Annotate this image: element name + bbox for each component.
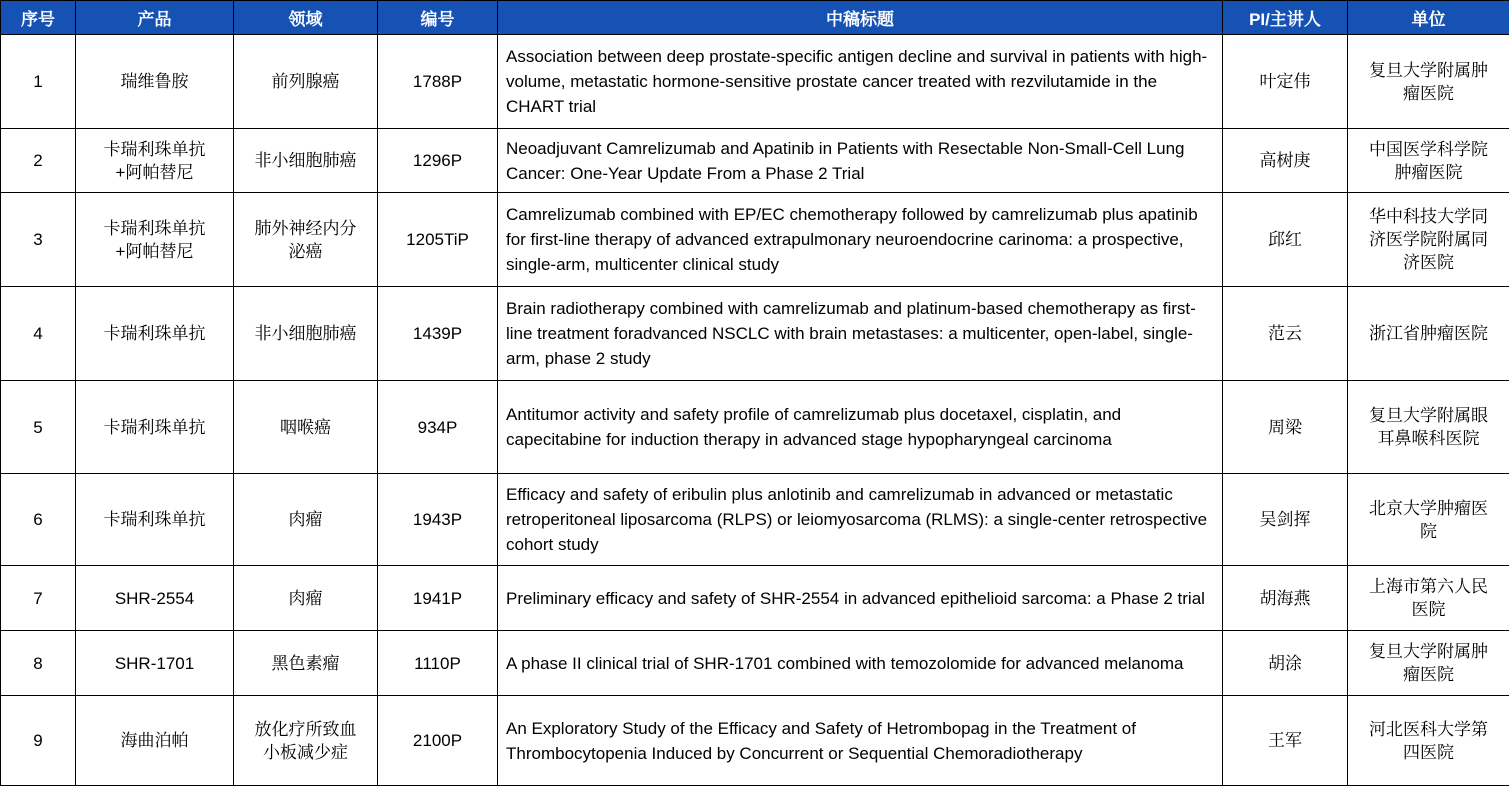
- cell-field: 肺外神经内分泌癌: [234, 193, 378, 287]
- cell-no: 4: [1, 287, 76, 381]
- table-row: [1, 129, 1509, 193]
- cell-pi: 王军: [1223, 696, 1348, 786]
- cell-product: 卡瑞利珠单抗: [76, 287, 234, 381]
- header-title: 中稿标题: [498, 1, 1223, 35]
- cell-field: 前列腺癌: [234, 35, 378, 129]
- table-row: [1, 193, 1509, 287]
- cell-field: 放化疗所致血小板减少症: [234, 696, 378, 786]
- cell-org: 北京大学肿瘤医院: [1348, 474, 1509, 566]
- cell-no: 1: [1, 35, 76, 129]
- cell-title: Association between deep prostate-specific antigen decline and survival in patients with high-volume, metastatic hormone-sensitive prostate cancer treated with rezvilutamide in the CHART trial: [498, 35, 1223, 129]
- header-pi: PI/主讲人: [1223, 1, 1348, 35]
- cell-pi: 高树庚: [1223, 129, 1348, 193]
- header-code: 编号: [378, 1, 498, 35]
- cell-no: 6: [1, 474, 76, 566]
- cell-product: 瑞维鲁胺: [76, 35, 234, 129]
- cell-product: 卡瑞利珠单抗: [76, 381, 234, 474]
- cell-code: 1941P: [378, 566, 498, 631]
- cell-org: 复旦大学附属眼耳鼻喉科医院: [1348, 381, 1509, 474]
- cell-pi: 吴剑挥: [1223, 474, 1348, 566]
- cell-field: 咽喉癌: [234, 381, 378, 474]
- cell-title: A phase II clinical trial of SHR-1701 combined with temozolomide for advanced melanoma: [498, 631, 1223, 696]
- cell-org: 复旦大学附属肿瘤医院: [1348, 35, 1509, 129]
- cell-product: 海曲泊帕: [76, 696, 234, 786]
- cell-title: Brain radiotherapy combined with camrelizumab and platinum-based chemotherapy as first-line treatment foradvanced NSCLC with brain metastases: a multicenter, open-label, single-arm, phase 2 study: [498, 287, 1223, 381]
- table-row: [1, 381, 1509, 474]
- cell-no: 9: [1, 696, 76, 786]
- cell-product: 卡瑞利珠单抗: [76, 474, 234, 566]
- cell-no: 3: [1, 193, 76, 287]
- cell-no: 8: [1, 631, 76, 696]
- table-row: [1, 35, 1509, 129]
- table-row: [1, 631, 1509, 696]
- cell-org: 复旦大学附属肿瘤医院: [1348, 631, 1509, 696]
- cell-code: 1205TiP: [378, 193, 498, 287]
- cell-org: 华中科技大学同济医学院附属同济医院: [1348, 193, 1509, 287]
- header-org: 单位: [1348, 1, 1509, 35]
- cell-code: 1110P: [378, 631, 498, 696]
- cell-title: An Exploratory Study of the Efficacy and Safety of Hetrombopag in the Treatment of Thrombocytopenia Induced by Concurrent or Sequential Chemoradiotherapy: [498, 696, 1223, 786]
- cell-title: Camrelizumab combined with EP/EC chemotherapy followed by camrelizumab plus apatinib for first-line therapy of advanced extrapulmonary neuroendocrine carinoma: a prospective, single-arm, multicenter clinical study: [498, 193, 1223, 287]
- table-row: [1, 696, 1509, 786]
- cell-field: 肉瘤: [234, 566, 378, 631]
- cell-pi: 叶定伟: [1223, 35, 1348, 129]
- table-row: [1, 474, 1509, 566]
- cell-code: 2100P: [378, 696, 498, 786]
- cell-field: 非小细胞肺癌: [234, 129, 378, 193]
- cell-code: 934P: [378, 381, 498, 474]
- cell-field: 黑色素瘤: [234, 631, 378, 696]
- cell-product: 卡瑞利珠单抗+阿帕替尼: [76, 193, 234, 287]
- cell-field: 肉瘤: [234, 474, 378, 566]
- cell-no: 2: [1, 129, 76, 193]
- cell-org: 中国医学科学院肿瘤医院: [1348, 129, 1509, 193]
- header-field: 领域: [234, 1, 378, 35]
- cell-org: 浙江省肿瘤医院: [1348, 287, 1509, 381]
- cell-title: Neoadjuvant Camrelizumab and Apatinib in Patients with Resectable Non-Small-Cell Lung Cancer: One-Year Update From a Phase 2 Trial: [498, 129, 1223, 193]
- cell-code: 1296P: [378, 129, 498, 193]
- cell-product: SHR-1701: [76, 631, 234, 696]
- cell-pi: 周梁: [1223, 381, 1348, 474]
- cell-pi: 胡海燕: [1223, 566, 1348, 631]
- table-header: [1, 1, 1509, 35]
- cell-title: Efficacy and safety of eribulin plus anlotinib and camrelizumab in advanced or metastatic retroperitoneal liposarcoma (RLPS) or leiomyosarcoma (RLMS): a single-center retrospective cohort study: [498, 474, 1223, 566]
- header-row: [1, 1, 1509, 35]
- cell-org: 上海市第六人民医院: [1348, 566, 1509, 631]
- header-no: 序号: [1, 1, 76, 35]
- cell-title: Preliminary efficacy and safety of SHR-2554 in advanced epithelioid sarcoma: a Phase 2 trial: [498, 566, 1223, 631]
- cell-product: SHR-2554: [76, 566, 234, 631]
- cell-no: 5: [1, 381, 76, 474]
- cell-pi: 胡涂: [1223, 631, 1348, 696]
- table-row: [1, 566, 1509, 631]
- cell-org: 河北医科大学第四医院: [1348, 696, 1509, 786]
- cell-field: 非小细胞肺癌: [234, 287, 378, 381]
- table-body: [1, 35, 1509, 786]
- cell-code: 1439P: [378, 287, 498, 381]
- cell-code: 1788P: [378, 35, 498, 129]
- cell-pi: 邱红: [1223, 193, 1348, 287]
- cell-pi: 范云: [1223, 287, 1348, 381]
- cell-no: 7: [1, 566, 76, 631]
- table-row: [1, 287, 1509, 381]
- cell-title: Antitumor activity and safety profile of camrelizumab plus docetaxel, cisplatin, and capecitabine for induction therapy in advanced stage hypopharyngeal carcinoma: [498, 381, 1223, 474]
- cell-product: 卡瑞利珠单抗+阿帕替尼: [76, 129, 234, 193]
- header-product: 产品: [76, 1, 234, 35]
- cell-code: 1943P: [378, 474, 498, 566]
